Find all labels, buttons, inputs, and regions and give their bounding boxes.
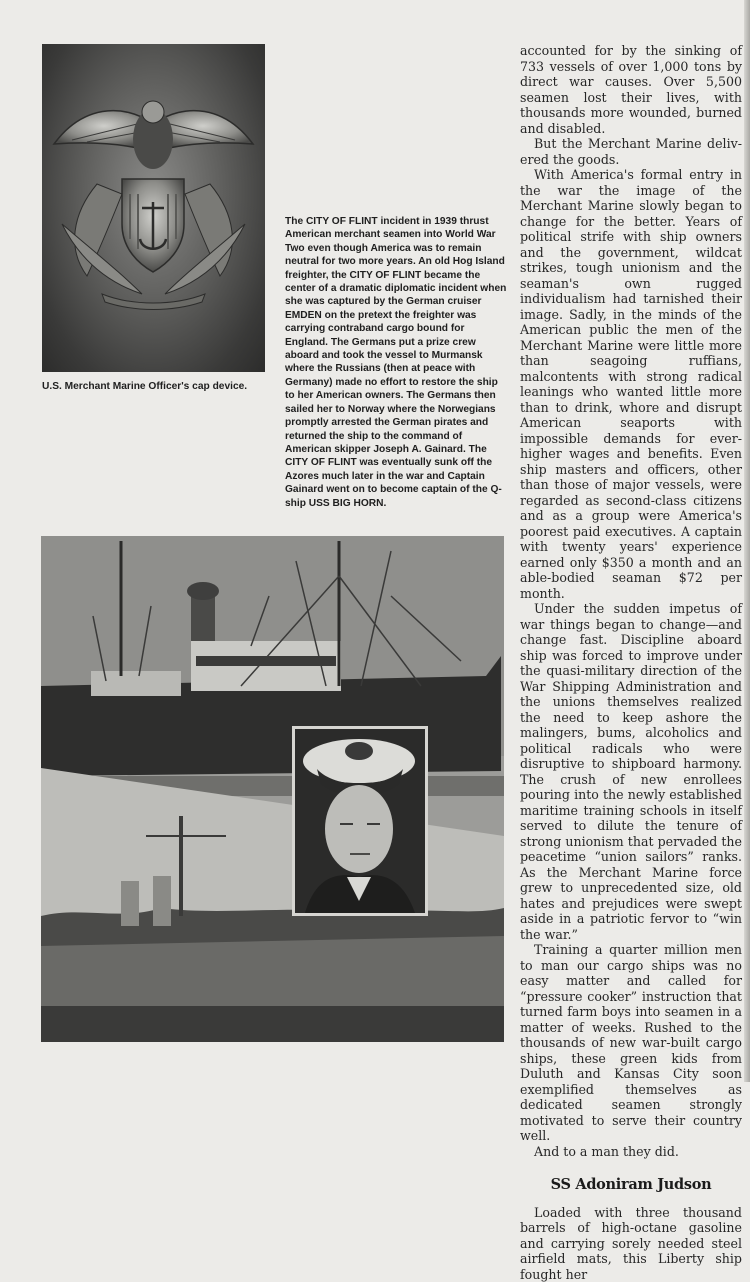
- article-paragraph: But the Merchant Marine delivered the goods.: [520, 136, 742, 167]
- article-paragraph: accounted for by the sinking of 733 vessels of over 1,000 tons by direct war causes. Over 5,500 seamen lost their lives, with thousands more wounded, burned and disabled.: [520, 43, 742, 136]
- article-paragraph: And to a man they did.: [520, 1144, 742, 1160]
- section-heading: SS Adoniram Judson: [520, 1177, 742, 1193]
- article-paragraph: With America's formal entry in the war the image of the Merchant Marine slowly began to change for the better. Years of political strife with ship owners and the government, wildcat strikes, tough unionism and the seaman's own rugged individualism had tarnished their image. Sadly, in the minds of the American public the men of the Merchant Marine were little more than seagoing ruffians, malcontents with strong radical leanings who wanted little more than to drink, whore and disrupt American seaports with impossible demands for ever-higher wages and benefits. Even ship masters and officers, other than those of major vessels, were regarded as second-class citizens and as a group were America's poorest paid executives. A captain with twenty years' experience earned only $350 a month and an able-bodied seaman $72 per month.: [520, 167, 742, 601]
- cap-device-photo: [42, 44, 265, 372]
- city-of-flint-caption: The CITY OF FLINT incident in 1939 thrust American merchant seamen into World War Two even though America was to remain neutral for two more years. An old Hog Island freighter, the CITY OF FLINT became the center of a dramatic diplomatic incident when she was captured by the German cruiser EMDEN on the pretext the freighter was carrying contraband cargo bound for England. The Germans put a prize crew aboard and took the vessel to Murmansk where the Russians (then at peace with Germany) made no effort to restore the ship to her American owners. The Germans then sailed her to Norway where the Norwegians promptly arrested the German pirates and returned the ship to the command of American skipper Joseph A. Gainard. The CITY OF FLINT was eventually sunk off the Azores much later in the war and Captain Gainard went on to become captain of the Q-ship USS BIG HORN.: [285, 215, 510, 510]
- article-column: [520, 43, 742, 1282]
- captain-face: [325, 785, 393, 873]
- cap-device-emblem: [42, 44, 265, 372]
- article-paragraph: Loaded with three thousand barrels of high-octane gasoline and carrying sorely needed steel airfield mats, this Liberty ship fought her: [520, 1205, 742, 1282]
- captain-portrait-photo: [292, 726, 428, 916]
- ship-composite-photo: [41, 536, 504, 1042]
- cap-device-caption: U.S. Merchant Marine Officer's cap device.: [42, 380, 267, 393]
- captain-portrait: [295, 729, 425, 913]
- ship-scene: [41, 536, 504, 1042]
- cruiser-hull: [41, 936, 504, 1006]
- article-paragraph: Training a quarter million men to man our cargo ships was no easy matter and called for “pressure cooker” instruction that turned farm boys into seamen in a matter of weeks. Rushed to the thousands of new war-built cargo ships, these green kids from Duluth and Kansas City soon exemplified themselves as dedicated seamen strongly motivated to serve their country well.: [520, 942, 742, 1144]
- freighter-funnel: [191, 596, 215, 641]
- article-paragraph: Under the sudden impetus of war things began to change—and change fast. Discipline aboard ship was forced to improve under the quasi-military direction of the War Shipping Administration and the unions themselves realized the need to keep ashore the malingers, bums, alcoholics and political radicals who were disruptive to shipboard harmony. The crush of new enrollees pouring into the newly established maritime training schools in itself served to dilute the tenure of strong unionism that pervaded the peacetime “union sailors” ranks. As the Merchant Marine force grew to unprecedented size, old hates and prejudices were swept aside in a patriotic fervor to “win the war.”: [520, 601, 742, 942]
- page-edge: [744, 0, 750, 1082]
